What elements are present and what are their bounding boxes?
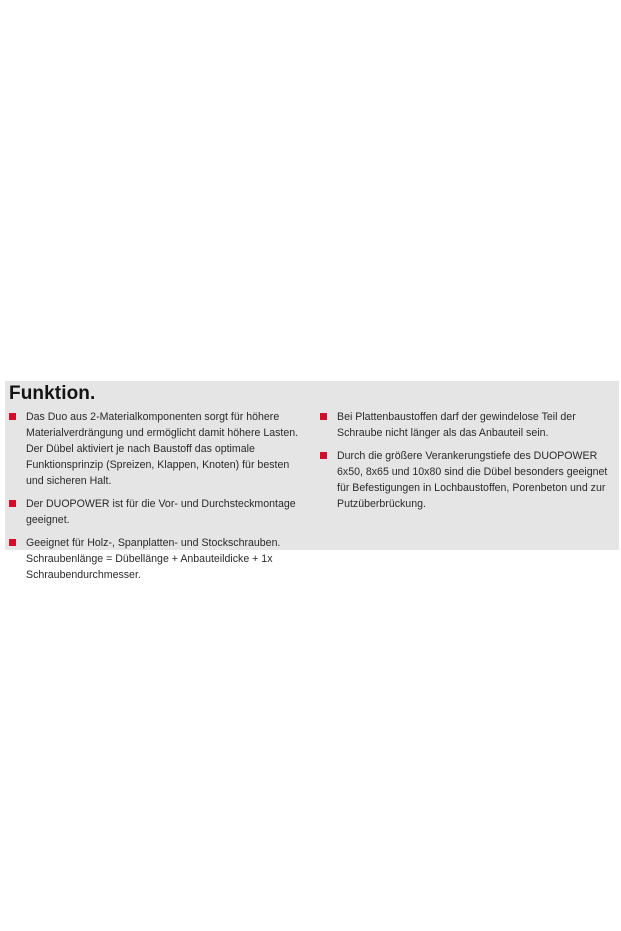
section-title: Funktion. [9, 383, 96, 404]
list-item [9, 535, 305, 583]
list-item-text: Der DUOPOWER ist für die Vor- und Durchsteckmontage geeignet. [26, 498, 296, 526]
function-panel [5, 381, 619, 581]
list-item-text: Durch die größere Verankerungstiefe des DUOPOWER 6x50, 8x65 und 10x80 sind die Dübel besonders geeignet für Befestigungen in Lochbaustoffen, Porenbeton und zur Putzüberbrückung. [337, 450, 608, 510]
red-square-bullet-icon [9, 500, 16, 507]
list-item-text: Geeignet für Holz-, Spanplatten- und Stockschrauben. Schraubenlänge = Dübellänge + Anbauteildicke + 1x Schraubendurchmesser. [26, 537, 281, 581]
red-square-bullet-icon [320, 413, 327, 420]
left-bullet-list [9, 409, 305, 590]
list-item-text: Bei Plattenbaustoffen darf der gewindelose Teil der Schraube nicht länger als das Anbauteil sein. [337, 411, 576, 439]
red-square-bullet-icon [9, 413, 16, 420]
list-item [9, 409, 305, 489]
list-item [320, 448, 616, 512]
red-square-bullet-icon [9, 539, 16, 546]
list-item-text: Das Duo aus 2-Materialkomponenten sorgt für höhere Materialverdrängung und ermöglicht damit höhere Lasten. Der Dübel aktiviert je nach Baustoff das optimale Funktionsprinzip (Spreizen, Klappen, Knoten) für besten und sicheren Halt. [26, 411, 299, 487]
list-item [9, 496, 305, 528]
list-item [320, 409, 616, 441]
right-bullet-list [320, 409, 616, 519]
red-square-bullet-icon [320, 452, 327, 459]
